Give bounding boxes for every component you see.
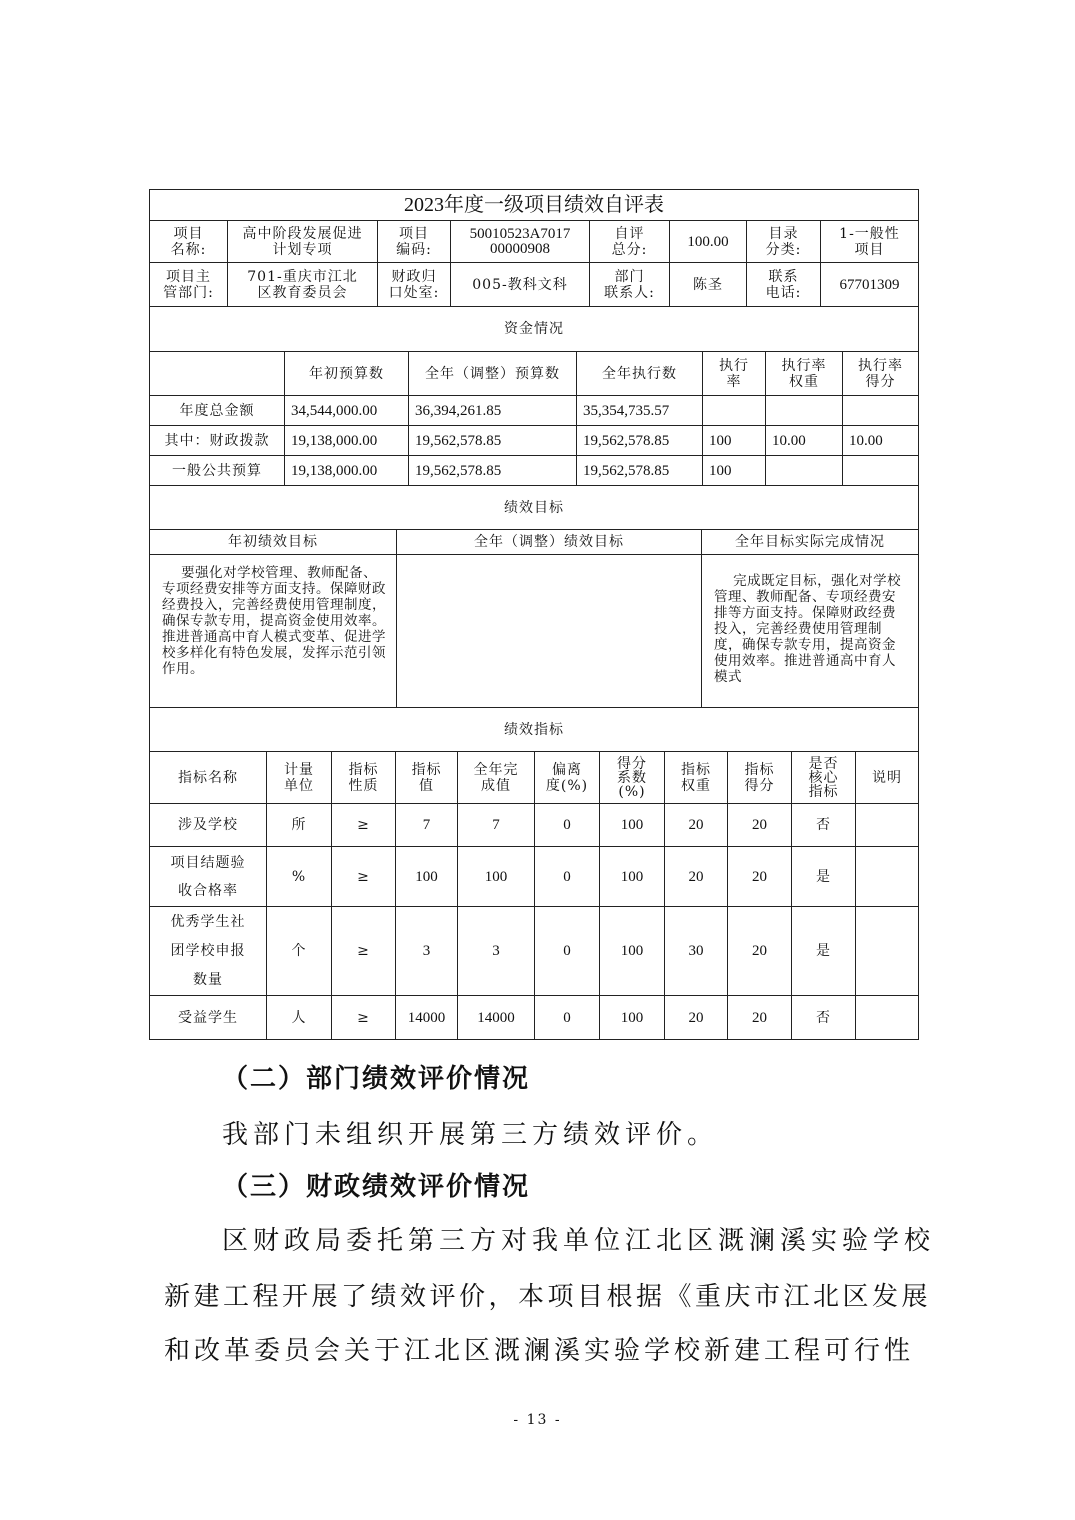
indicator-header-cell: 说明 — [872, 769, 902, 786]
self-score-value: 100.00 — [670, 221, 747, 262]
funds-cell — [843, 396, 918, 425]
initial-goal-text: 要强化对学校管理、教师配备、专项经费安排等方面支持。保障财政经费投入，完善经费使用管理制度，确保专款专用，提高资金使用效率。推进普通高中育人模式变革、促进学校多样化有特色发展，发挥示范引领作用。 — [150, 555, 397, 707]
table-title: 2023年度一级项目绩效自评表 — [404, 194, 664, 216]
funds-row — [150, 456, 918, 486]
indicator-cell: 项目结题验 收合格率 — [150, 847, 267, 906]
project-name-label: 项目 名称: — [150, 221, 228, 262]
funds-cell: 35,354,735.57 — [577, 396, 703, 425]
indicator-cell: ≥ — [332, 847, 396, 906]
indicator-row — [150, 804, 918, 847]
indicator-row — [150, 847, 918, 907]
department-value: 701-重庆市江北 区教育委员会 — [228, 263, 378, 306]
table-title-row — [150, 190, 918, 221]
funds-cell: 100 — [703, 456, 766, 485]
funds-header-row — [150, 352, 918, 396]
indicator-cell: 20 — [665, 804, 728, 846]
indicator-cell: 优秀学生社 团学校申报 数量 — [150, 907, 267, 995]
funds-header-cell — [150, 352, 285, 395]
funds-cell: 其中：财政拨款 — [150, 426, 285, 455]
indicator-cell: 人 — [267, 996, 332, 1039]
goals-header-cell: 全年（调整）绩效目标 — [397, 530, 702, 554]
funds-cell: 100 — [703, 426, 766, 455]
funds-cell — [766, 396, 843, 425]
contact-label: 部门 联系人: — [590, 263, 670, 306]
indicator-cell: 100 — [458, 847, 535, 906]
catalog-value: 1-一般性 项目 — [839, 225, 900, 258]
indicator-cell: 100 — [600, 804, 665, 846]
funds-cell: 19,562,578.85 — [577, 456, 703, 485]
project-name-value: 高中阶段发展促进 计划专项 — [228, 221, 378, 262]
funds-header-cell: 执行 率 — [703, 352, 766, 395]
indicator-cell: 否 — [792, 804, 856, 846]
indicator-cell: 7 — [458, 804, 535, 846]
info-row-2 — [150, 263, 918, 307]
indicator-header-cell: 指标名称 — [150, 752, 267, 803]
self-score-label: 自评 总分: — [590, 221, 670, 262]
indicator-cell: 0 — [535, 907, 600, 995]
section2-heading: （二）部门绩效评价情况 — [222, 1064, 531, 1094]
indicator-cell: 所 — [267, 804, 332, 846]
funds-section-title: 资金情况 — [504, 321, 564, 337]
indicator-cell — [856, 847, 918, 906]
indicator-cell: 30 — [665, 907, 728, 995]
section3-line-2: 新建工程开展了绩效评价，本项目根据《重庆市江北区发展 — [164, 1282, 932, 1312]
indicator-cell: 20 — [728, 804, 792, 846]
funds-cell — [703, 396, 766, 425]
indicator-header-cell: 得分 系数 (%) — [600, 752, 665, 803]
funds-section-row — [150, 307, 918, 352]
indicator-cell: % — [267, 847, 332, 906]
funds-cell: 34,544,000.00 — [285, 396, 409, 425]
indicator-header-cell: 指标 性质 — [332, 752, 396, 803]
indicator-cell: 100 — [396, 847, 458, 906]
indicator-header-cell: 全年完 成值 — [458, 752, 535, 803]
phone-label: 联系 电话: — [747, 263, 821, 306]
goals-header-cell: 全年目标实际完成情况 — [735, 534, 885, 550]
indicator-cell: 是 — [792, 907, 856, 995]
section3-heading: （三）财政绩效评价情况 — [222, 1172, 531, 1202]
goals-section-row — [150, 486, 918, 530]
funds-row — [150, 426, 918, 456]
funds-header-cell: 年初预算数 — [285, 352, 409, 395]
funds-header-cell: 执行率 权重 — [766, 352, 843, 395]
indicator-cell: ≥ — [332, 804, 396, 846]
section3-line-1: 区财政局委托第三方对我单位江北区溉澜溪实验学校 — [222, 1226, 936, 1256]
indicator-row — [150, 907, 918, 996]
indicator-cell: 20 — [728, 996, 792, 1039]
indicator-cell: 是 — [792, 847, 856, 906]
funds-cell: 19,562,578.85 — [577, 426, 703, 455]
project-code-value: 50010523A7017 00000908 — [451, 221, 590, 262]
funds-header-cell: 全年（调整）预算数 — [409, 352, 577, 395]
funds-row — [150, 396, 918, 426]
actual-goal-text: 完成既定目标，强化对学校管理、教师配备、专项经费安排等方面支持。保障财政经费投入，完善经费使用管理制度，确保专款专用，提高资金使用效率。推进普通高中育人模式 — [714, 573, 902, 685]
indicator-header-cell: 指标 值 — [396, 752, 458, 803]
indicator-header-row — [150, 752, 918, 804]
indicator-cell: 14000 — [458, 996, 535, 1039]
indicator-cell: 个 — [267, 907, 332, 995]
indicator-cell: 20 — [728, 847, 792, 906]
indicator-cell: 7 — [396, 804, 458, 846]
page-number: - 13 - — [513, 1412, 562, 1428]
indicator-row — [150, 996, 918, 1039]
indicator-cell: 受益学生 — [150, 996, 267, 1039]
indicator-cell: 100 — [600, 907, 665, 995]
funds-header-cell: 执行率 得分 — [858, 357, 903, 390]
indicator-cell — [856, 804, 918, 846]
funds-cell: 19,138,000.00 — [285, 426, 409, 455]
indicator-cell: 否 — [792, 996, 856, 1039]
adjusted-goal-text — [397, 555, 702, 707]
indicator-cell: 涉及学校 — [150, 804, 267, 846]
indicator-cell: 100 — [600, 847, 665, 906]
performance-evaluation-table — [149, 189, 919, 1040]
funds-cell: 10.00 — [766, 426, 843, 455]
section3-line-3: 和改革委员会关于江北区溉澜溪实验学校新建工程可行性 — [164, 1336, 915, 1366]
goals-header-row — [150, 530, 918, 555]
phone-value: 67701309 — [839, 276, 900, 293]
indicator-cell: 20 — [665, 847, 728, 906]
indicator-header-cell: 偏离 度(%) — [535, 752, 600, 803]
funds-cell — [766, 456, 843, 485]
department-label: 项目主 管部门: — [150, 263, 228, 306]
info-row-1 — [150, 221, 918, 263]
section2-text: 我部门未组织开展第三方绩效评价。 — [222, 1120, 719, 1150]
indicator-cell: 14000 — [396, 996, 458, 1039]
indicator-cell: 20 — [728, 907, 792, 995]
indicator-cell — [856, 907, 918, 995]
indicator-header-cell: 指标 得分 — [728, 752, 792, 803]
indicator-cell: 20 — [665, 996, 728, 1039]
indicator-cell: 100 — [600, 996, 665, 1039]
indicators-section-row — [150, 708, 918, 752]
goals-section-title: 绩效目标 — [504, 499, 564, 516]
indicator-cell: ≥ — [332, 996, 396, 1039]
funds-cell: 36,394,261.85 — [409, 396, 577, 425]
indicator-cell: 0 — [535, 804, 600, 846]
finance-office-label: 财政归 口处室: — [378, 263, 451, 306]
funds-cell: 19,138,000.00 — [285, 456, 409, 485]
project-code-label: 项目 编码: — [378, 221, 451, 262]
indicator-header-cell: 是否 核心 指标 — [792, 752, 856, 803]
funds-cell: 年度总金额 — [150, 396, 285, 425]
indicator-cell: 0 — [535, 996, 600, 1039]
funds-cell: 10.00 — [849, 432, 883, 449]
funds-cell — [843, 456, 918, 485]
indicator-cell — [856, 996, 918, 1039]
funds-cell: 19,562,578.85 — [409, 426, 577, 455]
indicator-cell: ≥ — [332, 907, 396, 995]
contact-value: 陈圣 — [670, 263, 747, 306]
goals-header-cell: 年初绩效目标 — [150, 530, 397, 554]
indicators-section-title: 绩效指标 — [504, 721, 564, 738]
funds-cell: 一般公共预算 — [150, 456, 285, 485]
indicator-header-cell: 指标 权重 — [665, 752, 728, 803]
indicator-header-cell: 计量 单位 — [267, 752, 332, 803]
indicator-cell: 0 — [535, 847, 600, 906]
catalog-label: 目录 分类: — [747, 221, 821, 262]
goals-content-row — [150, 555, 918, 708]
indicator-cell: 3 — [458, 907, 535, 995]
funds-header-cell: 全年执行数 — [577, 352, 703, 395]
indicator-cell: 3 — [396, 907, 458, 995]
finance-office-value: 005-教科文科 — [451, 263, 590, 306]
funds-cell: 19,562,578.85 — [409, 456, 577, 485]
